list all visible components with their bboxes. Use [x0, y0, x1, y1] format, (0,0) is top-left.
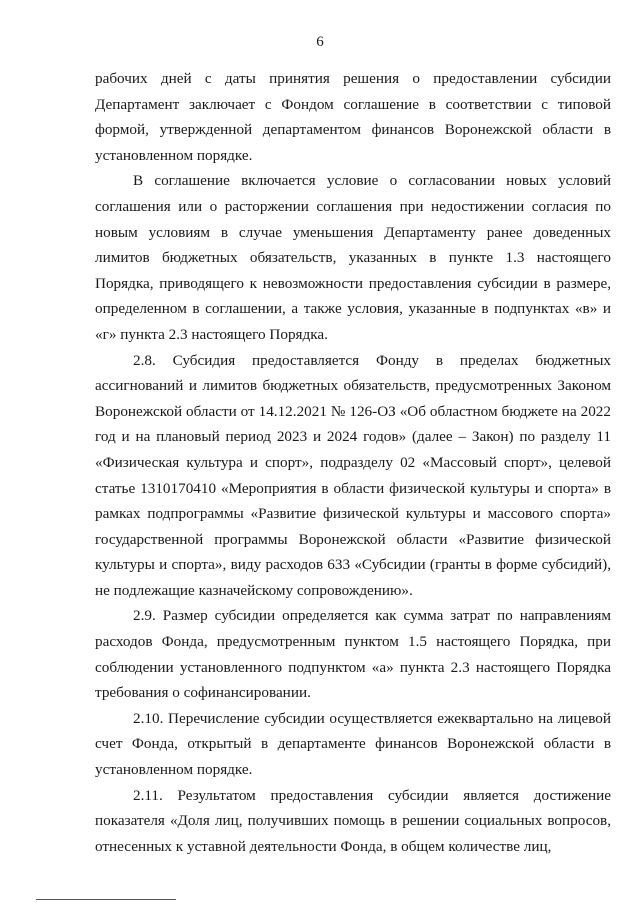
paragraph-agreement-condition: В соглашение включается условие о согласовании новых условий соглашения или о расторжении соглашения при недостижении согласия по новым условиям в случае уменьшения Департаменту ранее доведенных лимитов бюджетных обязательств, указанных в пункте 1.3 настоящего Порядка, приводящего к невозможности предоставления субсидии в размере, определенном в соглашении, а также условия, указанные в подпунктах «в» и «г» пункта 2.3 настоящего Порядка. — [95, 172, 611, 343]
paragraph-2-8: 2.8. Субсидия предоставляется Фонду в пределах бюджетных ассигнований и лимитов бюджетных обязательств, предусмотренных Законом Воронежской области от 14.12.2021 № 126-ОЗ «Об областном бюджете на 2022 год и на плановый период 2023 и 2024 годов» (далее – Закон) по разделу 11 «Физическая культура и спорт», подразделу 02 «Массовый спорт», целевой статье 1310170410 «Мероприятия в области физической культуры и спорта» в рамках подпрограммы «Развитие физической культуры и массового спорта» государственной программы Воронежской области «Развитие физической культуры и спорта», виду расходов 633 «Субсидии (гранты в форме субсидий), не подлежащие казначейскому сопровождению». — [95, 351, 611, 599]
paragraph-2-10: 2.10. Перечисление субсидии осуществляется ежеквартально на лицевой счет Фонда, открытый в департаменте финансов Воронежской области в установленном порядке. — [95, 709, 611, 779]
paragraph-2-11: 2.11. Результатом предоставления субсидии является достижение показателя «Доля лиц, получивших помощь в решении социальных вопросов, отнесенных к уставной деятельности Фонда, в общем количестве лиц, — [95, 786, 611, 855]
document-body — [95, 66, 611, 859]
paragraph-continuation: рабочих дней с даты принятия решения о предоставлении субсидии Департамент заключает с Фондом соглашение в соответствии с типовой формой, утвержденной департаментом финансов Воронежской области в установленном порядке. — [95, 70, 611, 164]
footer-divider — [36, 899, 176, 900]
paragraph-2-9: 2.9. Размер субсидии определяется как сумма затрат по направлениям расходов Фонда, предусмотренным пунктом 1.5 настоящего Порядка, при соблюдении установленного подпунктом «а» пункта 2.3 настоящего Порядка требования о софинансировании. — [95, 607, 611, 702]
page-number: 6 — [316, 34, 324, 50]
